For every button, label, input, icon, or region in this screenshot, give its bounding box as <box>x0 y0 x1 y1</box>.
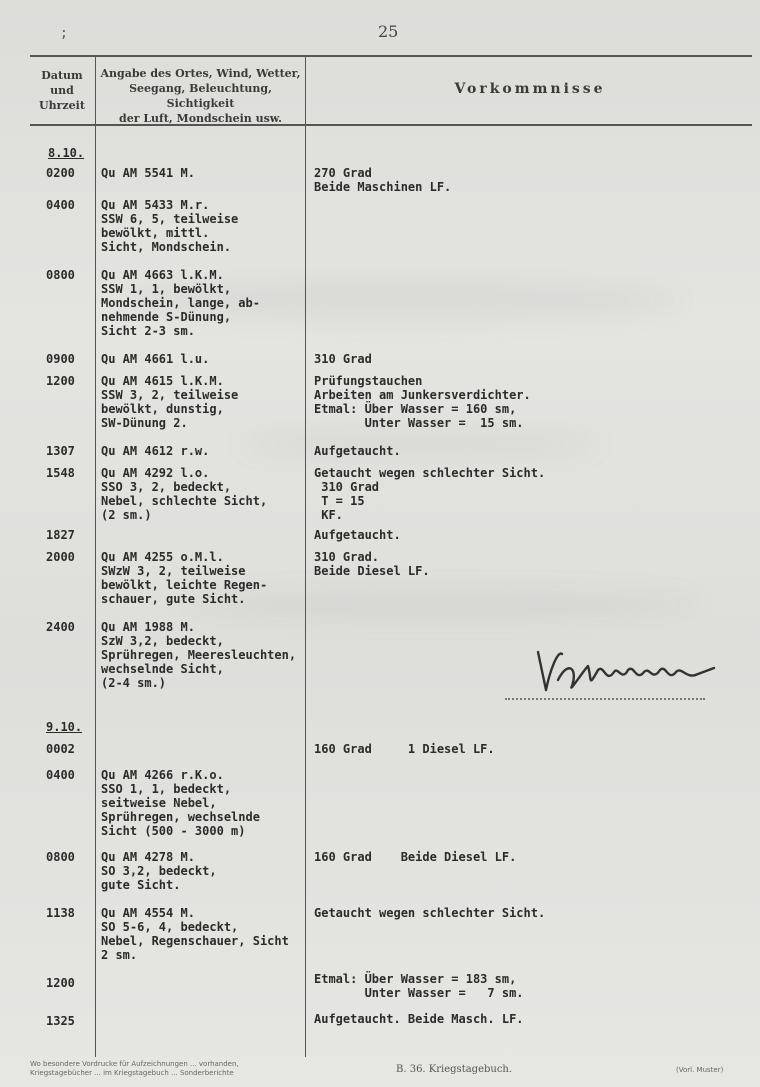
entry-time: 1307 <box>46 444 75 458</box>
entry-time: 2000 <box>46 550 75 564</box>
entry-events: 310 Grad <box>314 352 372 366</box>
column-rule-2 <box>305 57 306 1057</box>
entry-events: Getaucht wegen schlechter Sicht. <box>314 906 546 920</box>
entry-time: 0800 <box>46 850 75 864</box>
entry-place: Qu AM 4663 l.K.M. SSW 1, 1, bewölkt, Mondschein, lange, ab- nehmende S-Dünung, Sicht 2-3 sm. <box>101 268 260 338</box>
entry-place: Qu AM 5541 M. <box>101 166 195 180</box>
entry-time: 0400 <box>46 768 75 782</box>
entry-time: 0800 <box>46 268 75 282</box>
entry-place: Qu AM 4612 r.w. <box>101 444 210 458</box>
header-line: Uhrzeit <box>39 99 85 112</box>
header-line: und <box>50 84 74 97</box>
header-line: Datum <box>41 69 83 82</box>
header-date-time <box>32 68 92 113</box>
table-top-rule <box>30 55 752 57</box>
entry-time: 1138 <box>46 906 75 920</box>
footer-form-id: B. 36. Kriegstagebuch. <box>396 1064 513 1075</box>
entry-time: 0002 <box>46 742 75 756</box>
entry-place: Qu AM 4554 M. SO 5-6, 4, bedeckt, Nebel, Regenschauer, Sicht 2 sm. <box>101 906 289 962</box>
header-line: der Luft, Mondschein usw. <box>119 112 282 125</box>
header-line: Seegang, Beleuchtung, Sichtigkeit <box>129 82 272 110</box>
entry-events: 270 Grad Beide Maschinen LF. <box>314 166 452 194</box>
entry-events: 310 Grad. Beide Diesel LF. <box>314 550 430 578</box>
column-rule-1 <box>95 57 96 1057</box>
entry-place: Qu AM 4615 l.K.M. SSW 3, 2, teilweise bewölkt, dunstig, SW-Dünung 2. <box>101 374 239 430</box>
entry-events: Aufgetaucht. <box>314 444 401 458</box>
entry-time: 0200 <box>46 166 75 180</box>
entry-place: Qu AM 1988 M. SzW 3,2, bedeckt, Sprühregen, Meeresleuchten, wechselnde Sicht, (2-4 sm.) <box>101 620 297 690</box>
entry-place: Qu AM 4661 l.u. <box>101 352 210 366</box>
entry-time: 1200 <box>46 374 75 388</box>
footer-right-note: (Vorl. Muster) <box>676 1066 724 1074</box>
header-events: Vorkommnisse <box>454 81 606 97</box>
entry-events: Aufgetaucht. Beide Masch. LF. <box>314 1012 524 1026</box>
header-line: Angabe des Ortes, Wind, Wetter, <box>100 67 301 80</box>
entry-place: Qu AM 4292 l.o. SSO 3, 2, bedeckt, Nebel, schlechte Sicht, (2 sm.) <box>101 466 268 522</box>
entry-place: Qu AM 4255 o.M.l. SWzW 3, 2, teilweise bewölkt, leichte Regen- schauer, gute Sicht. <box>101 550 268 606</box>
entry-events: 160 Grad 1 Diesel LF. <box>314 742 495 756</box>
entry-place: Qu AM 4266 r.K.o. SSO 1, 1, bedeckt, seitweise Nebel, Sprühregen, wechselnde Sicht (500 - 3000 m) <box>101 768 260 838</box>
scan-smudge <box>240 430 600 456</box>
entry-events: Getaucht wegen schlechter Sicht. 310 Grad T = 15 KF. <box>314 466 546 522</box>
entry-place: Qu AM 4278 M. SO 3,2, bedeckt, gute Sicht. <box>101 850 217 892</box>
entry-time: 0900 <box>46 352 75 366</box>
footer-note: Wo besondere Vordrucke für Aufzeichnungen ... vorhanden, Kriegstagebücher ... im Kriegstagebuch ... Sonderberichte <box>30 1060 239 1077</box>
corner-mark: ; <box>60 26 68 41</box>
entry-events: Aufgetaucht. <box>314 528 401 542</box>
handwritten-signature <box>528 640 728 700</box>
entry-time: 1548 <box>46 466 75 480</box>
entry-time: 2400 <box>46 620 75 634</box>
entry-events: Prüfungstauchen Arbeiten am Junkersverdichter. Etmal: Über Wasser = 160 sm, Unter Wasser = 15 sm. <box>314 374 531 430</box>
entry-time: 1827 <box>46 528 75 542</box>
entry-time: 1325 <box>46 1014 75 1028</box>
page-number: 25 <box>378 22 399 41</box>
header-place-weather <box>98 66 303 126</box>
entry-place: Qu AM 5433 M.r. SSW 6, 5, teilweise bewölkt, mittl. Sicht, Mondschein. <box>101 198 239 254</box>
date-heading: 8.10. <box>48 146 85 160</box>
entry-events: 160 Grad Beide Diesel LF. <box>314 850 517 864</box>
entry-time: 1200 <box>46 976 75 990</box>
date-heading: 9.10. <box>46 720 83 734</box>
entry-events: Etmal: Über Wasser = 183 sm, Unter Wasser = 7 sm. <box>314 972 524 1000</box>
signature-dotted-line <box>505 698 705 700</box>
entry-time: 0400 <box>46 198 75 212</box>
